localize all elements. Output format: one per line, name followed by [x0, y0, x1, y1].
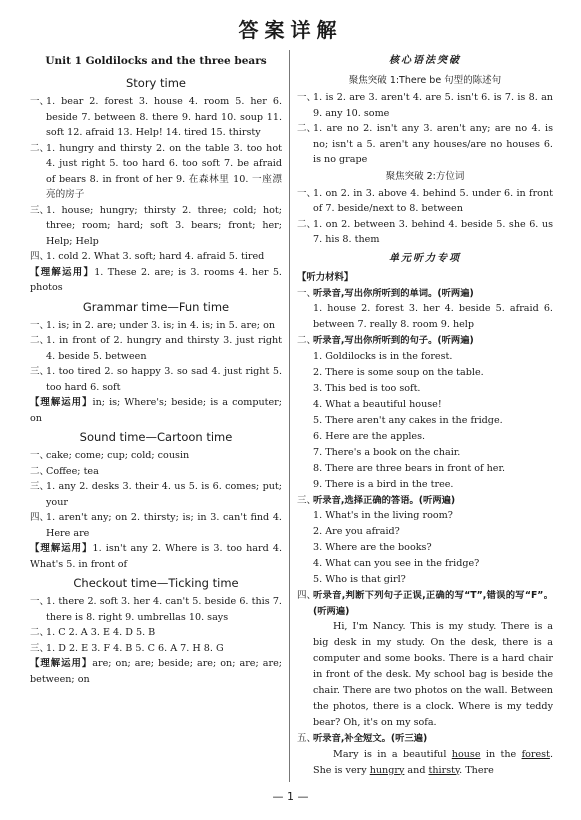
- page-title: 答案详解: [238, 18, 343, 42]
- section-heading-grammar: Grammar time—Fun time: [82, 299, 230, 314]
- cloze-answer: forest: [521, 748, 550, 760]
- answer-item: 二、 1. hungry and thirsty 2. on the table 3. too hot 4. just right 5. too hard 6. too soft 7. be afraid of bears 8. in front of her 9. 在森林里 10. 一座漂亮的房子: [30, 142, 282, 200]
- listening-section-2: 二、 听录音,写出你所听到的句子。(听两遍): [297, 335, 474, 346]
- answer-item: 四、 1. aren't any; on 2. thirsty; is; in 3. can't find 4. Here are: [30, 512, 282, 539]
- listening-section-4: 四、 听录音,判断下列句子正误,正确的写“T”,错误的写“F”。(听两遍): [297, 590, 553, 617]
- sentence-line: 9. There is a bird in the tree.: [313, 478, 454, 490]
- section-heading-sound: Sound time—Cartoon time: [79, 430, 233, 444]
- question-line: 4. What can you see in the fridge?: [313, 558, 480, 569]
- section-heading-story: Story time: [125, 76, 186, 90]
- question-line: 5. Who is that girl?: [313, 574, 406, 585]
- question-line: 3. Where are the books?: [313, 542, 432, 553]
- cloze-answer: thirsty: [428, 764, 460, 776]
- apply-answer: 【理解运用】1. isn't any 2. Where is 3. too hard 4. What's 5. in front of: [30, 543, 282, 570]
- apply-answer: 【理解运用】1. These 2. are; is 3. rooms 4. her 5. photos: [30, 266, 282, 293]
- cloze-answer: hungry: [369, 764, 405, 776]
- listening-passage: Hi, I'm Nancy. This is my study. There is a big desk in my study. On the desk, there is a computer and some books. There is a hard chair in front of the desk. My school bag is beside the chair. There are two photos on the wall. Between the photos, there is a clock. Where is my teddy bear? Oh, it's on my sofa.: [313, 621, 553, 728]
- cloze-passage: Mary is in a beautiful house in the forest. She is very hungry and thirsty. There: [313, 748, 553, 776]
- answer-item: 二、 1. are no 2. isn't any 3. aren't any; are no 4. is no; isn't a 5. aren't any houses/are no houses 6. is no grape: [297, 123, 553, 165]
- listening-section-5: 五、 听录音,补全短文。(听三遍): [297, 733, 428, 744]
- right-column: [297, 50, 553, 779]
- apply-answer: 【理解运用】in; is; Where's; beside; is a computer; on: [30, 397, 282, 424]
- sentence-line: 4. What a beautiful house!: [313, 398, 442, 410]
- answer-item: 三、 1. too tired 2. so happy 3. so sad 4. just right 5. too hard 6. soft: [30, 366, 282, 393]
- material-label: 【听力材料】: [297, 271, 354, 283]
- answer-item: 三、 1. house; hungry; thirsty 2. three; cold; hot; three; room; hard; soft 3. bears; front; her; Help; Help: [30, 204, 282, 247]
- section-heading-checkout: Checkout time—Ticking time: [73, 576, 239, 590]
- answer-item: 二、 Coffee; tea: [30, 465, 99, 477]
- focus2-heading: 聚焦突破 2:方位词: [385, 170, 465, 182]
- answer-item: 一、 1. bear 2. forest 3. house 4. room 5. her 6. beside 7. between 8. there 9. hard 10. soup 11. soft 12. afraid 13. Help! 14. tired 15. thirsty: [30, 96, 282, 138]
- sentence-line: 6. Here are the apples.: [313, 430, 426, 442]
- cloze-answer: house: [451, 748, 481, 760]
- column-divider: [289, 50, 290, 782]
- answer-item: 三、 1. D 2. E 3. F 4. B 5. C 6. A 7. H 8. G: [30, 642, 224, 654]
- sentence-line: 3. This bed is too soft.: [313, 382, 421, 394]
- answer-item: 二、 1. in front of 2. hungry and thirsty 3. just right 4. beside 5. between: [30, 335, 282, 362]
- answer-item: 一、 1. on 2. in 3. above 4. behind 5. under 6. in front of 7. beside/next to 8. between: [297, 187, 553, 214]
- sentence-line: 2. There is some soup on the table.: [313, 366, 484, 378]
- apply-answer: 【理解运用】are; on; are; beside; are; on; are; are; between; on: [30, 658, 282, 685]
- answer-item: 一、 1. is; in 2. are; under 3. is; in 4. is; in 5. are; on: [30, 319, 276, 331]
- sentence-line: 5. There aren't any cakes in the fridge.: [313, 414, 503, 426]
- sentence-line: 7. There's a book on the chair.: [313, 446, 461, 458]
- question-line: 1. What's in the living room?: [313, 510, 453, 521]
- listening-sentences: [297, 349, 553, 493]
- answer-item: 一、 1. is 2. are 3. aren't 4. are 5. isn't 6. is 7. is 8. an 9. any 10. some: [297, 92, 553, 119]
- core-grammar-heading: 核心语法突破: [389, 55, 461, 66]
- listening-questions: [297, 508, 553, 588]
- sentence-line: 1. Goldilocks is in the forest.: [313, 350, 453, 362]
- sentence-line: 8. There are three bears in front of her.: [313, 462, 506, 474]
- listening-section-3: 三、 听录音,选择正确的答语。(听两遍): [297, 494, 456, 506]
- listening-words: 1. house 2. forest 3. her 4. beside 5. afraid 6. between 7. really 8. room 9. help: [313, 303, 553, 330]
- answer-item: 三、 1. any 2. desks 3. their 4. us 5. is 6. comes; put; your: [30, 481, 282, 508]
- listening-section-1: 一、 听录音,写出你所听到的单词。(听两遍): [297, 287, 474, 299]
- question-line: 2. Are you afraid?: [313, 526, 400, 537]
- focus1-heading: 聚焦突破 1:There be 句型的陈述句: [348, 75, 502, 86]
- answer-item: 一、 1. there 2. soft 3. her 4. can't 5. beside 6. this 7. there is 8. right 9. umbrellas 10. says: [30, 596, 282, 623]
- answer-item: 一、 cake; come; cup; cold; cousin: [30, 450, 190, 461]
- listening-heading: 单元听力专项: [389, 252, 461, 264]
- answer-item: 四、 1. cold 2. What 3. soft; hard 4. afraid 5. tired: [30, 251, 265, 262]
- page-number: — 1 —: [272, 790, 309, 803]
- left-column: [30, 50, 282, 687]
- answer-item: 二、 1. on 2. between 3. behind 4. beside 5. she 6. us 7. his 8. them: [297, 218, 553, 245]
- answer-item: 二、 1. C 2. A 3. E 4. D 5. B: [30, 627, 156, 638]
- unit-heading: Unit 1 Goldilocks and the three bears: [45, 55, 267, 67]
